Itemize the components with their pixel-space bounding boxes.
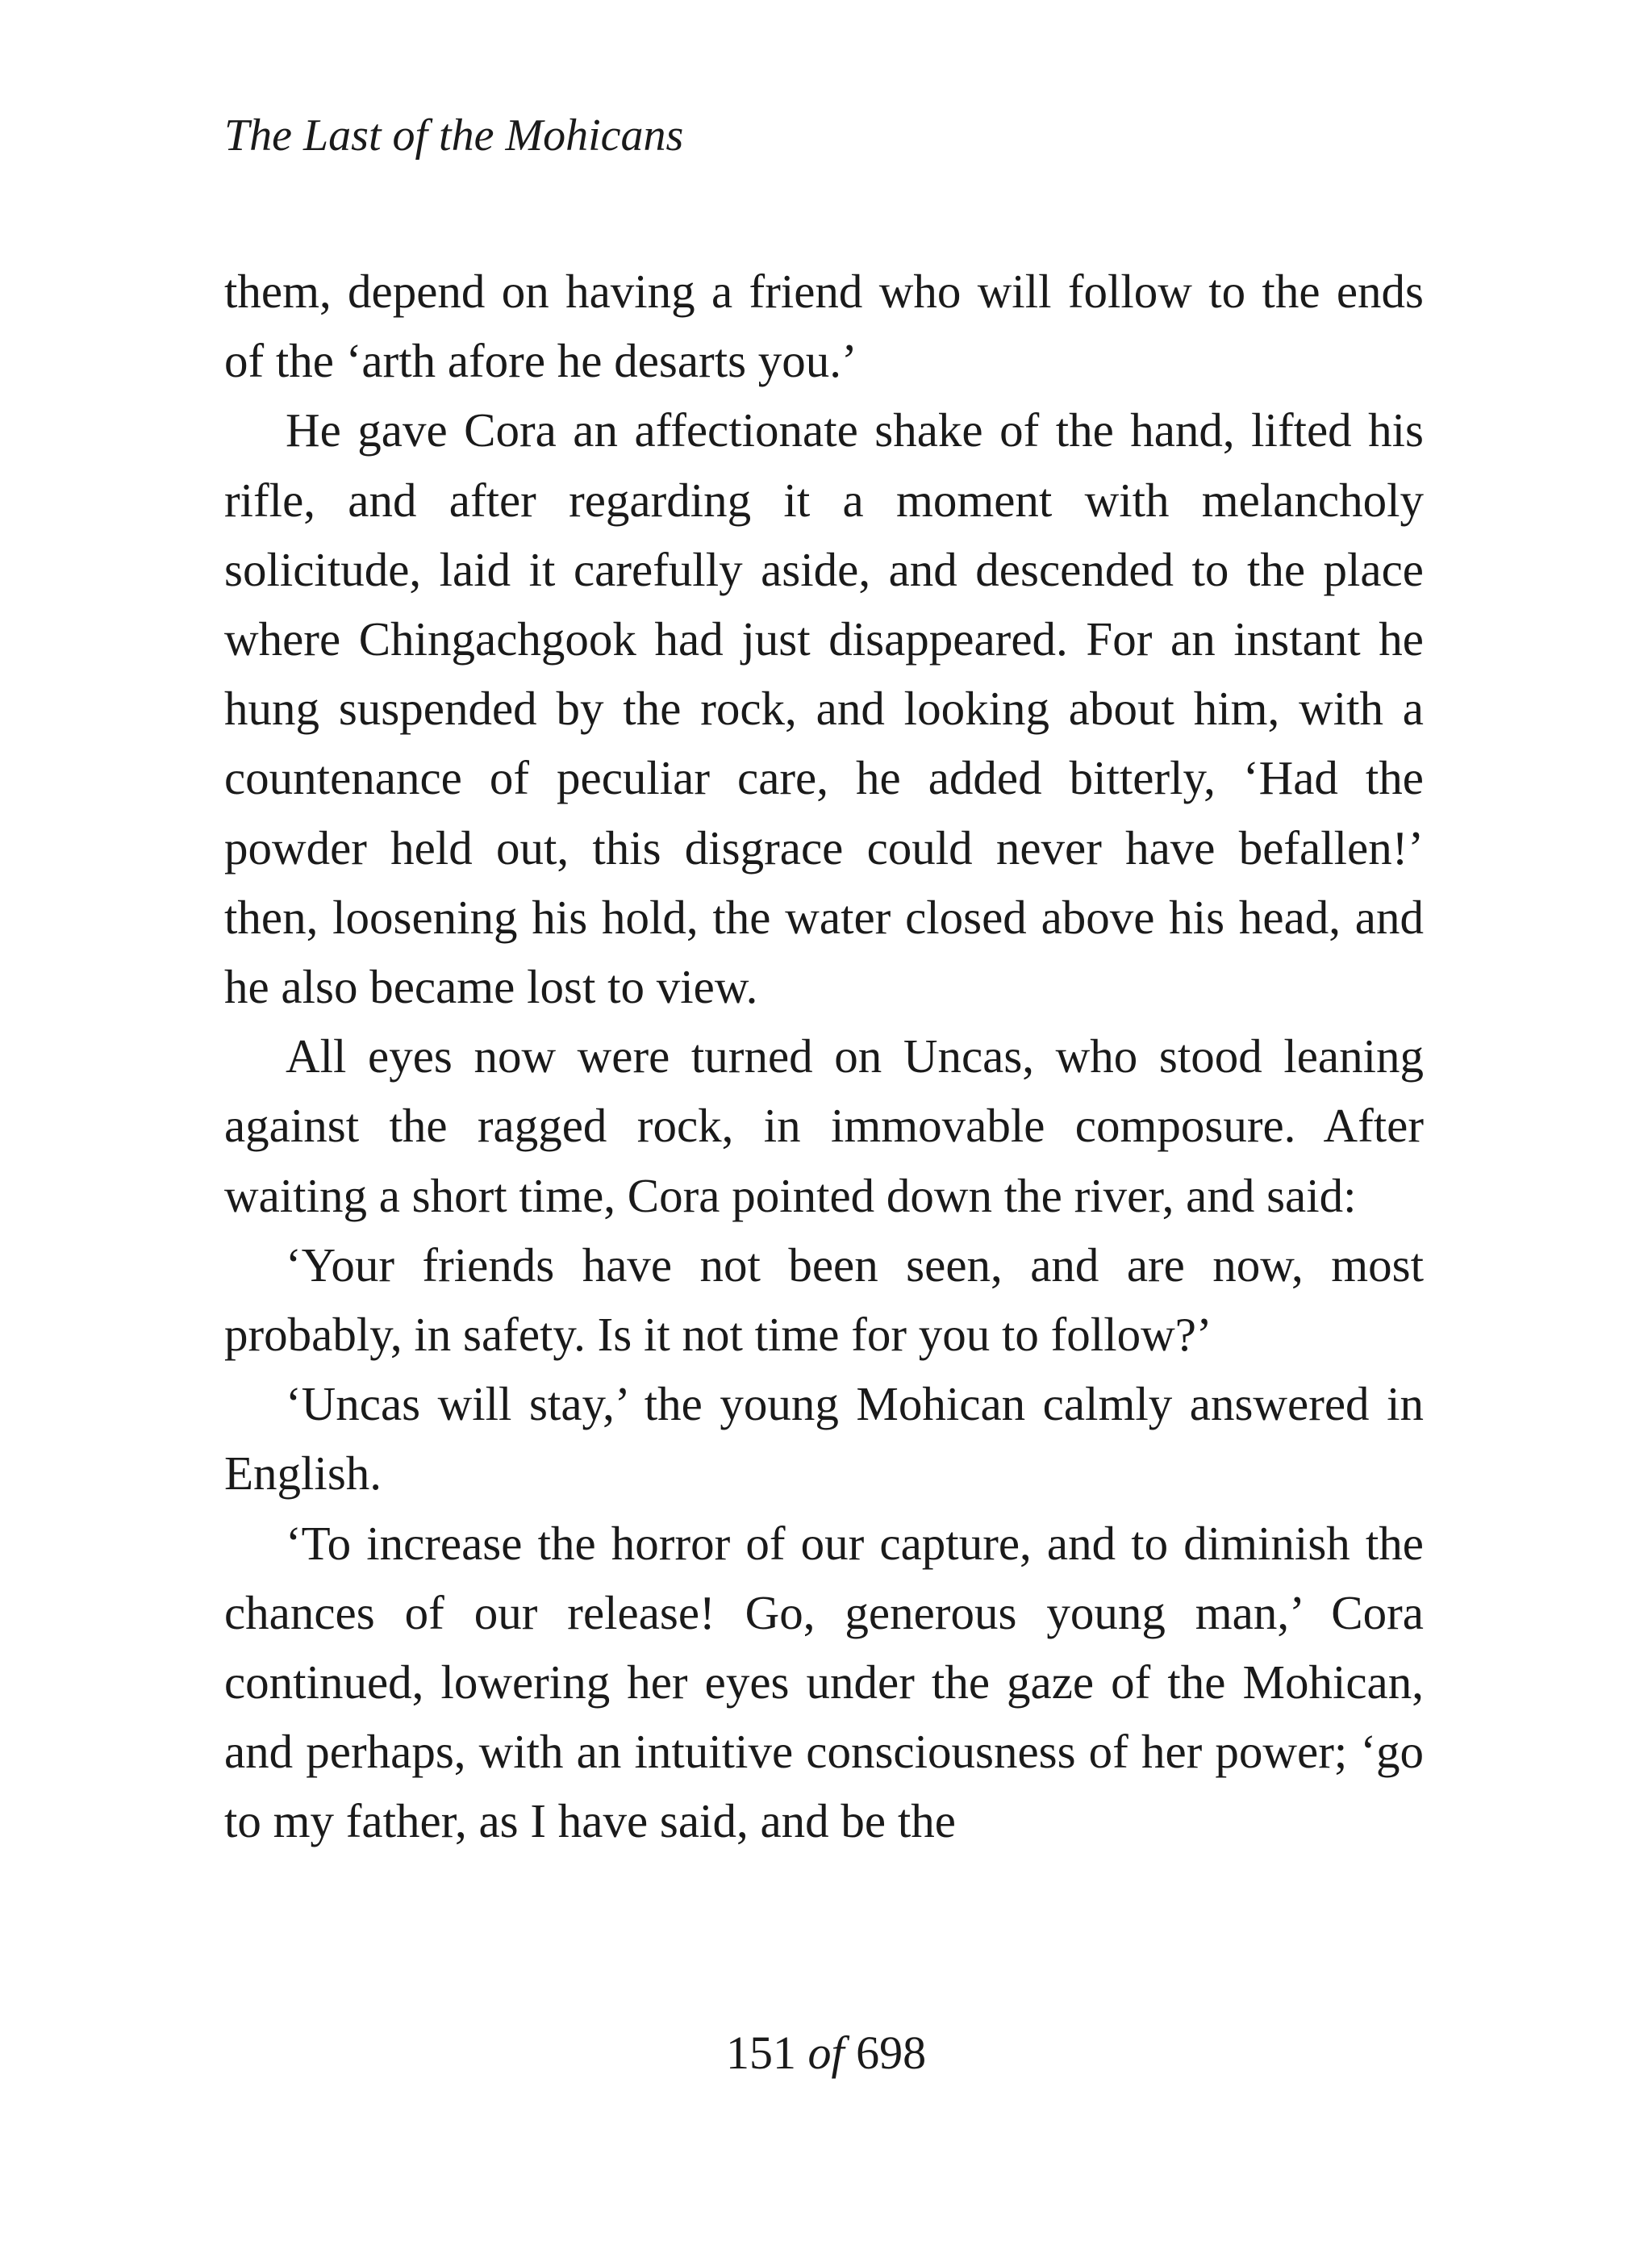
page-of-label: of <box>807 2027 845 2079</box>
paragraph: ‘To increase the horror of our capture, and to diminish the chances of our release! Go, generous young man,’ Cora continued, lowering her eyes under the gaze of the Mohican, and perhaps, with an intuitive consciousness of her power; ‘go to my father, as I have said, and be the <box>224 1516 1424 1848</box>
paragraph: them, depend on having a friend who will follow to the ends of the ‘arth afore he desarts you.’ <box>224 265 1424 388</box>
running-title: The Last of the Mohicans <box>224 111 684 161</box>
total-pages: 698 <box>856 2027 927 2079</box>
paragraph: ‘Uncas will stay,’ the young Mohican calmly answered in English. <box>224 1377 1424 1501</box>
paragraph: All eyes now were turned on Uncas, who stood leaning against the ragged rock, in immovable composure. After waiting a short time, Cora pointed down the river, and said: <box>224 1029 1424 1222</box>
current-page: 151 <box>725 2027 796 2079</box>
paragraph: He gave Cora an affectionate shake of the hand, lifted his rifle, and after regarding it a moment with melancholy solicitude, laid it carefully aside, and descended to the place where Chingachgook had just disappeared. For an instant he hung suspended by the rock, and looking about him, with a countenance of peculiar care, he added bitterly, ‘Had the powder held out, this disgrace could never have befallen!’ then, loosening his hold, the water closed above his head, and he also became lost to view. <box>224 403 1424 1014</box>
page-body <box>224 257 1424 1856</box>
paragraph: ‘Your friends have not been seen, and are now, most probably, in safety. Is it not time for you to follow?’ <box>224 1238 1424 1362</box>
page-number <box>0 2021 1652 2085</box>
